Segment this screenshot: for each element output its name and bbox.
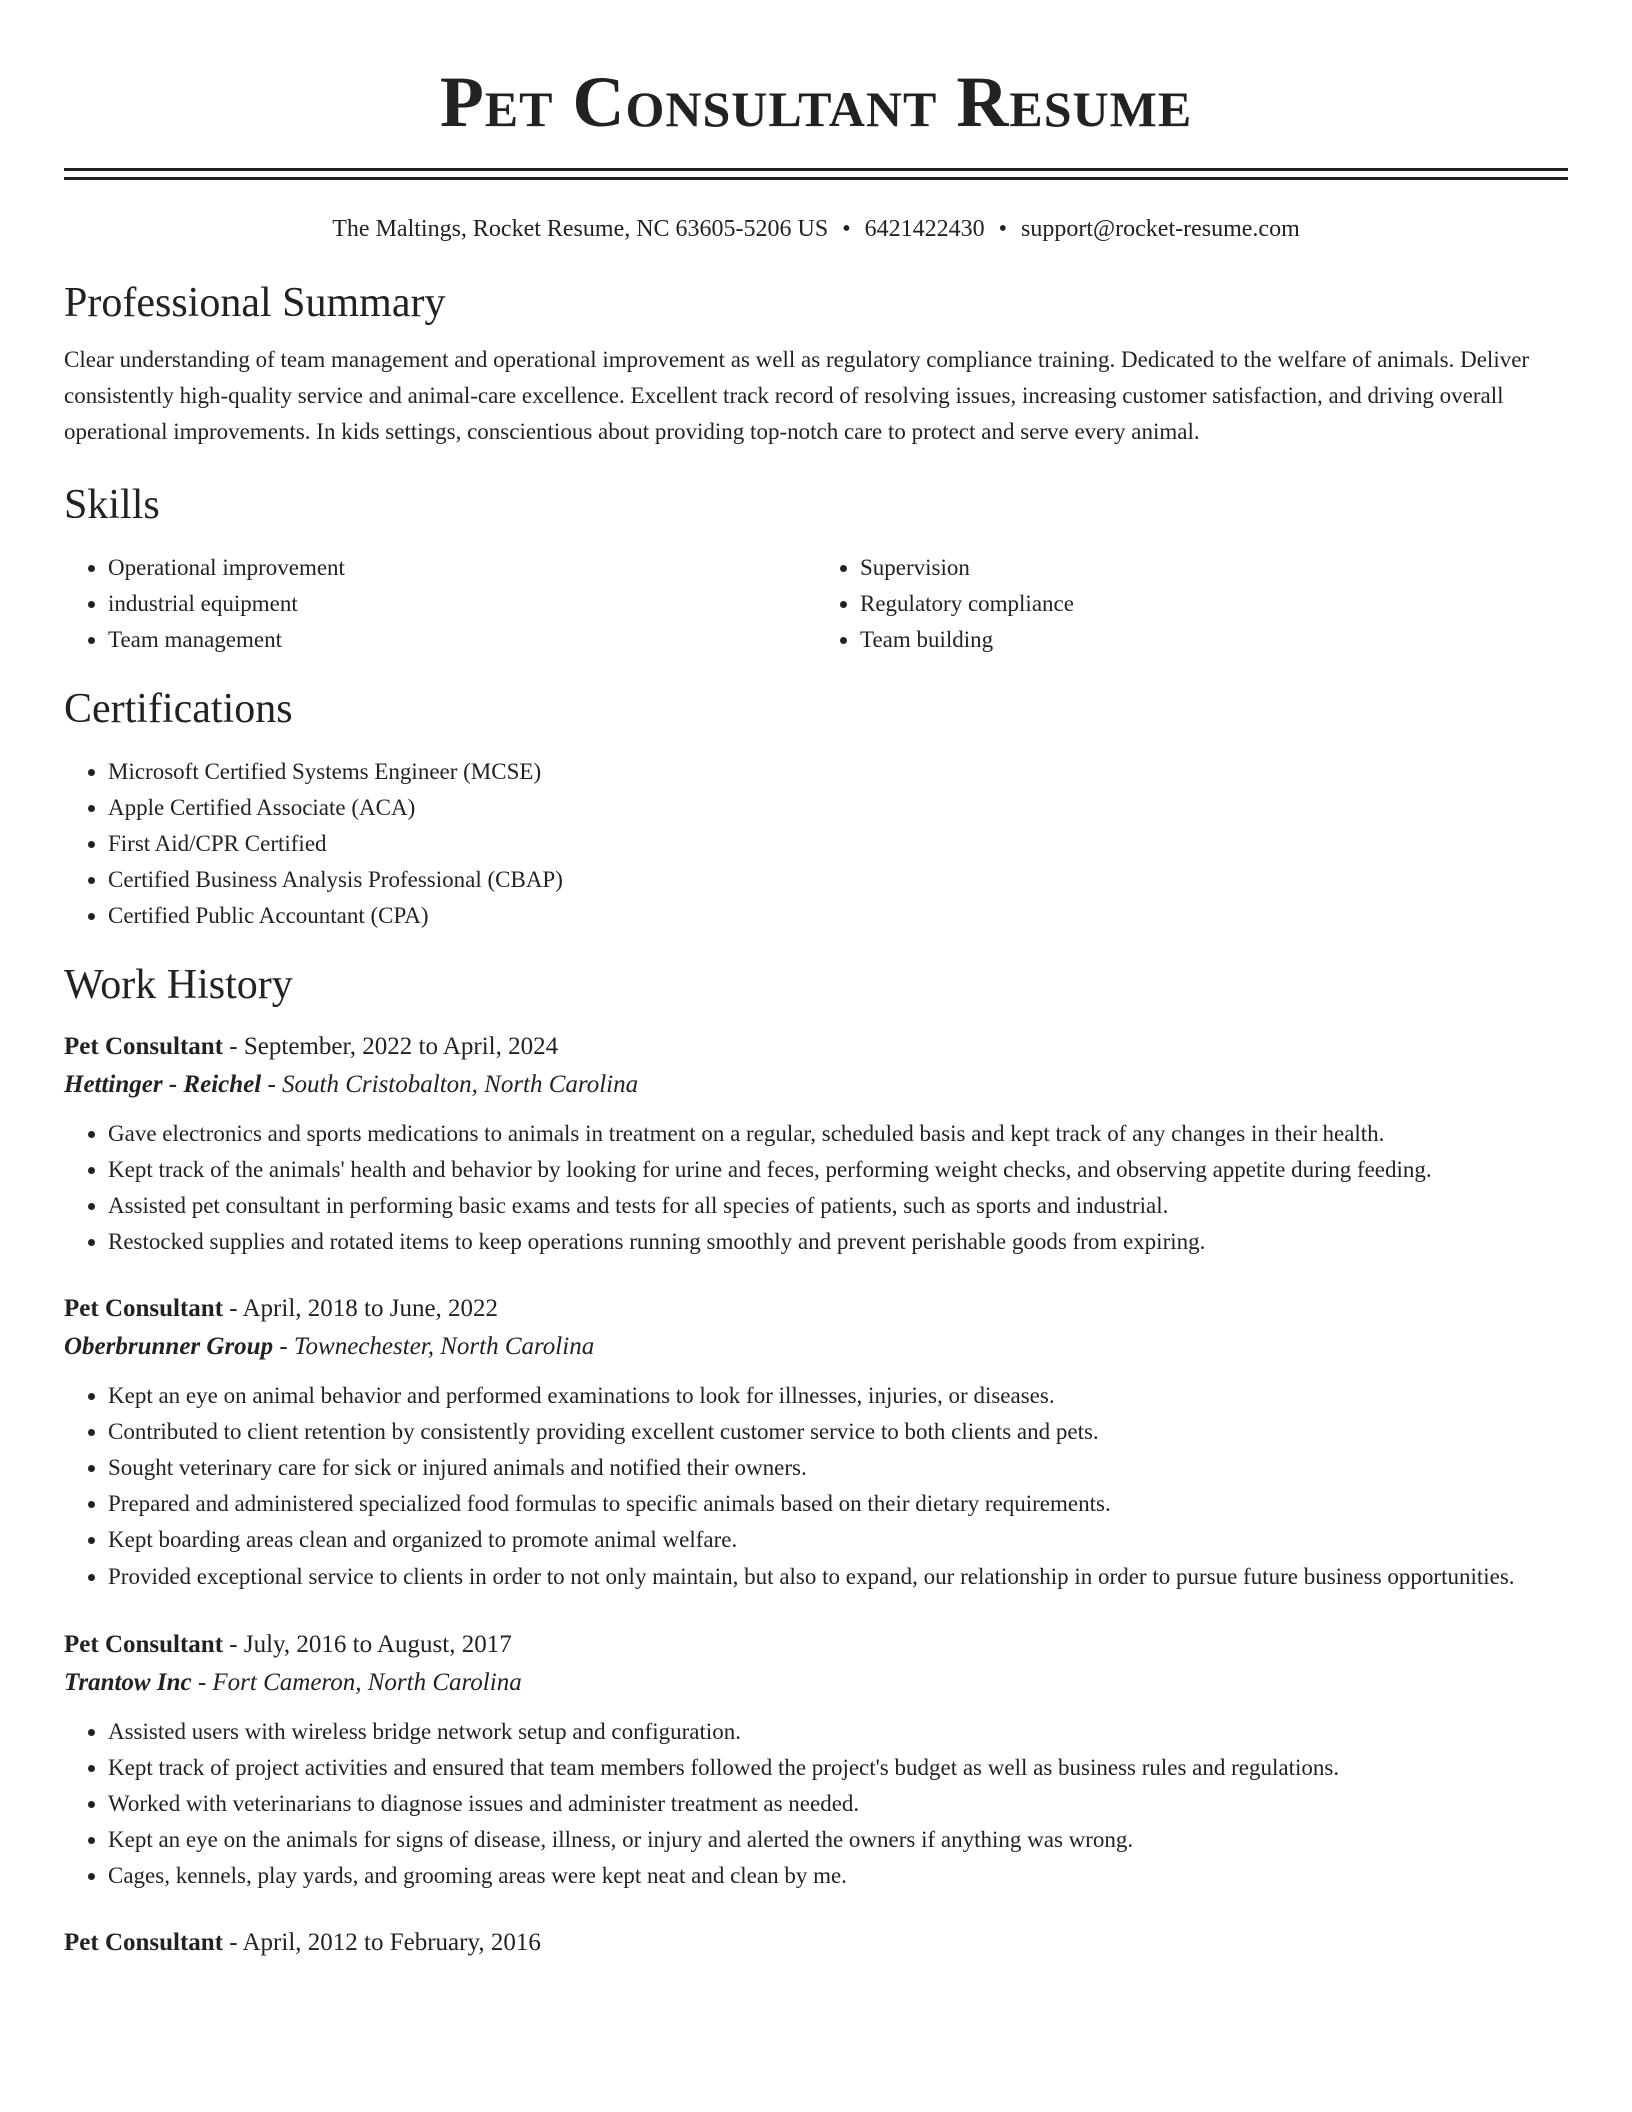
job-title-line (64, 1290, 1568, 1328)
job-dates: - April, 2012 to February, 2016 (223, 1929, 541, 1956)
job-title-line (64, 1924, 1568, 1962)
skill-item: • Supervision (860, 550, 1568, 586)
job-title: Pet Consultant (64, 1295, 224, 1322)
work-history-section (64, 960, 1568, 1962)
job-company-line (64, 1066, 1568, 1104)
job-title: Pet Consultant (64, 1631, 224, 1658)
resume-title: Pet Consultant Resume (439, 62, 1193, 142)
contact-separator: • (998, 216, 1008, 242)
contact-line (64, 214, 1568, 244)
job-bullet: • Gave electronics and sports medications to animals in treatment on a regular, scheduled basis and kept track of any changes in their health. (108, 1116, 1568, 1152)
job-dates: - April, 2018 to June, 2022 (223, 1295, 499, 1322)
resume-page (64, 0, 1568, 1962)
job-bullet: • Kept an eye on animal behavior and performed examinations to look for illnesses, injuries, or diseases. (108, 1378, 1568, 1414)
job-dates: - September, 2022 to April, 2024 (223, 1033, 559, 1060)
skills-section (64, 480, 1568, 658)
job-location: - Townechester, North Carolina (273, 1333, 595, 1360)
title-double-rule (64, 168, 1568, 180)
skills-left-list (64, 550, 816, 658)
job-company: Hettinger - Reichel (64, 1071, 262, 1098)
contact-separator: • (842, 216, 851, 242)
job-title: Pet Consultant (64, 1033, 224, 1060)
job-bullet: • Prepared and administered specialized food formulas to specific animals based on their dietary requirements. (108, 1486, 1568, 1522)
work-history-heading: Work History (64, 962, 293, 1008)
job-bullet: • Sought veterinary care for sick or injured animals and notified their owners. (108, 1450, 1568, 1486)
skill-item: • Regulatory compliance (860, 586, 1568, 622)
job-title-line (64, 1028, 1568, 1066)
certifications-list (64, 754, 1568, 934)
job-bullets (64, 1714, 1568, 1894)
job-bullet: • Restocked supplies and rotated items to keep operations running smoothly and prevent perishable goods from expiring. (108, 1224, 1568, 1260)
contact-phone: 6421422430 (864, 216, 985, 242)
job-bullet: • Worked with veterinarians to diagnose issues and administer treatment as needed. (108, 1786, 1568, 1822)
job-bullet: • Kept track of the animals' health and behavior by looking for urine and feces, performing weight checks, and observing appetite during feeding. (108, 1152, 1568, 1188)
certification-item: • Certified Public Accountant (CPA) (108, 898, 1568, 934)
job-bullet: • Kept boarding areas clean and organized to promote animal welfare. (108, 1522, 1568, 1558)
certification-item: • First Aid/CPR Certified (108, 826, 1568, 862)
job-bullet: • Kept track of project activities and ensured that team members followed the project's budget as well as business rules and regulations. (108, 1750, 1568, 1786)
certifications-section (64, 684, 1568, 934)
summary-section (64, 278, 1568, 450)
job-bullets (64, 1116, 1568, 1260)
certification-item: • Certified Business Analysis Professional (CBAP) (108, 862, 1568, 898)
job-title: Pet Consultant (64, 1929, 224, 1956)
skill-item: • Team building (860, 622, 1568, 658)
job-entry (64, 1028, 1568, 1260)
skills-columns (64, 550, 1568, 658)
job-company-line (64, 1664, 1568, 1702)
job-entry (64, 1290, 1568, 1596)
job-dates: - July, 2016 to August, 2017 (223, 1631, 512, 1658)
skill-item: • Team management (108, 622, 816, 658)
job-company-line (64, 1328, 1568, 1366)
job-title-line (64, 1626, 1568, 1664)
job-bullet: • Assisted pet consultant in performing basic exams and tests for all species of patients, such as sports and industrial. (108, 1188, 1568, 1224)
job-bullet: • Contributed to client retention by consistently providing excellent customer service to both clients and pets. (108, 1414, 1568, 1450)
contact-email: support@rocket-resume.com (1021, 216, 1300, 242)
summary-heading: Professional Summary (64, 280, 446, 326)
job-company: Oberbrunner Group (64, 1333, 274, 1360)
certifications-heading: Certifications (64, 686, 293, 732)
skills-right-list (816, 550, 1568, 658)
job-bullet: • Assisted users with wireless bridge network setup and configuration. (108, 1714, 1568, 1750)
skill-item: • Operational improvement (108, 550, 816, 586)
job-company: Trantow Inc (64, 1669, 192, 1696)
contact-address: The Maltings, Rocket Resume, NC 63605-5206 US (332, 216, 829, 242)
job-entry (64, 1626, 1568, 1894)
job-bullet: • Cages, kennels, play yards, and grooming areas were kept neat and clean by me. (108, 1858, 1568, 1894)
job-bullets (64, 1378, 1568, 1596)
job-location: - South Cristobalton, North Carolina (261, 1071, 639, 1098)
certification-item: • Apple Certified Associate (ACA) (108, 790, 1568, 826)
skill-item: • industrial equipment (108, 586, 816, 622)
job-bullet: • Kept an eye on the animals for signs of disease, illness, or injury and alerted the owners if anything was wrong. (108, 1822, 1568, 1858)
job-bullet: • Provided exceptional service to clients in order to not only maintain, but also to expand, our relationship in order to pursue future business opportunities. (108, 1558, 1568, 1596)
certification-item: • Microsoft Certified Systems Engineer (MCSE) (108, 754, 1568, 790)
job-location: - Fort Cameron, North Carolina (191, 1669, 522, 1696)
job-entry (64, 1924, 1568, 1962)
skills-heading: Skills (64, 482, 160, 528)
summary-text: Clear understanding of team management and operational improvement as well as regulatory compliance training. Dedicated to the welfare of animals. Deliver consistently high-quality service and animal-care excellence. Excellent track record of resolving issues, increasing customer satisfaction, and driving overall operational improvements. In kids settings, conscientious about providing top-notch care to protect and serve every animal. (64, 347, 1530, 444)
